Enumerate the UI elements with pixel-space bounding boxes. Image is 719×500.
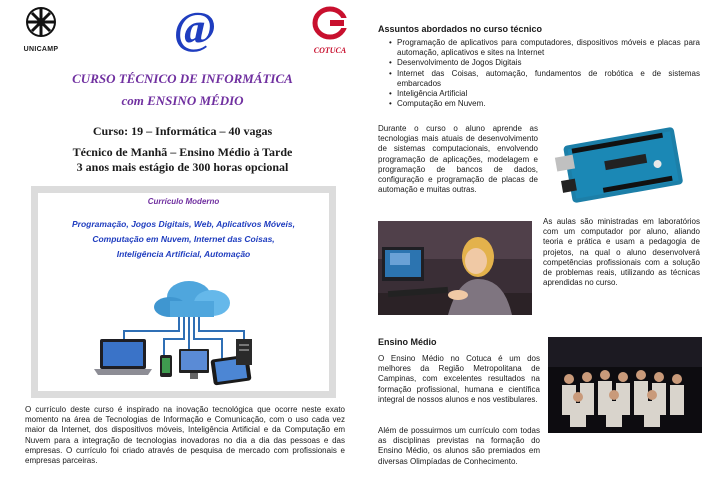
classes-text: As aulas são ministradas em laboratórios com um computador por aluno, aliando teoria e prática e usam a pedagogia de projetos, na qual o aluno desenvolverá competências profissionais com a solução de problemas reais, utilizando as técnicas aprendidas no curso.	[543, 217, 700, 288]
ensino-medio-heading: Ensino Médio	[378, 337, 437, 347]
laptop-icon	[94, 339, 152, 375]
desktop-icon	[179, 349, 209, 379]
student-lab-photo	[378, 221, 532, 315]
curriculum-line-3: Inteligência Artificial, Automação	[116, 249, 251, 259]
course-schedule: Técnico de Manhã – Ensino Médio à Tarde	[72, 145, 293, 159]
students-group-photo	[548, 337, 702, 433]
during-course-text: Durante o curso o aluno aprende as tecnologias mais atuais de desenvolvimento de sistemas computacionais, envolvendo programação de aplicações, modelagem e programação de bancos de dados, configuração e programação de placas de automação e muitas outras.	[378, 124, 538, 195]
cloud-devices-illustration	[84, 269, 284, 389]
curriculum-box	[31, 186, 336, 398]
topic-item: • Programação de aplicativos para computadores, dispositivos móveis e placas para automação, aplicativos e sites na Internet	[388, 38, 700, 58]
course-title: CURSO TÉCNICO DE INFORMÁTICA	[72, 71, 293, 86]
unicamp-logo	[20, 6, 62, 53]
curriculum-description: O currículo deste curso é inspirado na inovação tecnológica que ocorre neste exato momento na área de Tecnologias de Informação e Comunicação, com o uso cada vez maior da Internet, dos dispositivos móveis, Inteligência Artificial e da Computação em Nuvem para a integração de tecnologias inovadoras no dia a dia das pessoas e das empresas. O currículo foi criado através de pesquisa de mercado com profissionais e empresas parceiras.	[25, 405, 345, 466]
cotuca-emblem-icon	[306, 6, 354, 40]
unicamp-logo-text: UNICAMP	[23, 46, 59, 53]
ensino-medio-text-2: Além de possuirmos um currículo com todas as disciplinas previstas na formação do Ensino Médio, os alunos são premiados em diversas Olimpíadas de Conhecimento.	[378, 426, 540, 466]
curriculum-inner	[38, 193, 329, 391]
cotuca-logo-text: COTUCA	[313, 46, 347, 55]
ensino-medio-text-1: O Ensino Médio no Cotuca é um dos melhores da Região Metropolitana de Campinas, com excelentes resultados na formação profissional, humana e científica integral de nossos alunos e nos vestibulares.	[378, 354, 540, 404]
curriculum-heading: Currículo Moderno	[147, 197, 220, 206]
topic-item: • Internet das Coisas, automação, fundamentos de robótica e de sistemas embarcados	[388, 69, 700, 89]
unicamp-emblem-icon	[20, 6, 62, 40]
course-info: Curso: 19 – Informática – 40 vagas	[92, 124, 273, 138]
course-duration: 3 anos mais estágio de 300 horas opcional	[76, 160, 289, 174]
topic-item: • Inteligência Artificial	[388, 89, 700, 99]
curriculum-line-1: Programação, Jogos Digitais, Web, Aplicativos Móveis,	[72, 219, 295, 229]
course-subtitle: com ENSINO MÉDIO	[121, 93, 244, 108]
server-icon	[236, 339, 252, 365]
cotuca-logo	[306, 6, 354, 55]
cloud-icon	[154, 281, 230, 317]
arduino-board-image	[545, 122, 700, 205]
topics-heading: Assuntos abordados no curso técnico	[378, 24, 543, 34]
topic-item: • Desenvolvimento de Jogos Digitais	[388, 58, 700, 68]
curriculum-line-2: Computação em Nuvem, Internet das Coisas,	[92, 234, 275, 244]
topics-list	[388, 38, 700, 109]
smartphone-icon	[160, 355, 172, 377]
at-symbol-icon: @	[173, 2, 217, 53]
topic-item: • Computação em Nuvem.	[388, 99, 700, 109]
